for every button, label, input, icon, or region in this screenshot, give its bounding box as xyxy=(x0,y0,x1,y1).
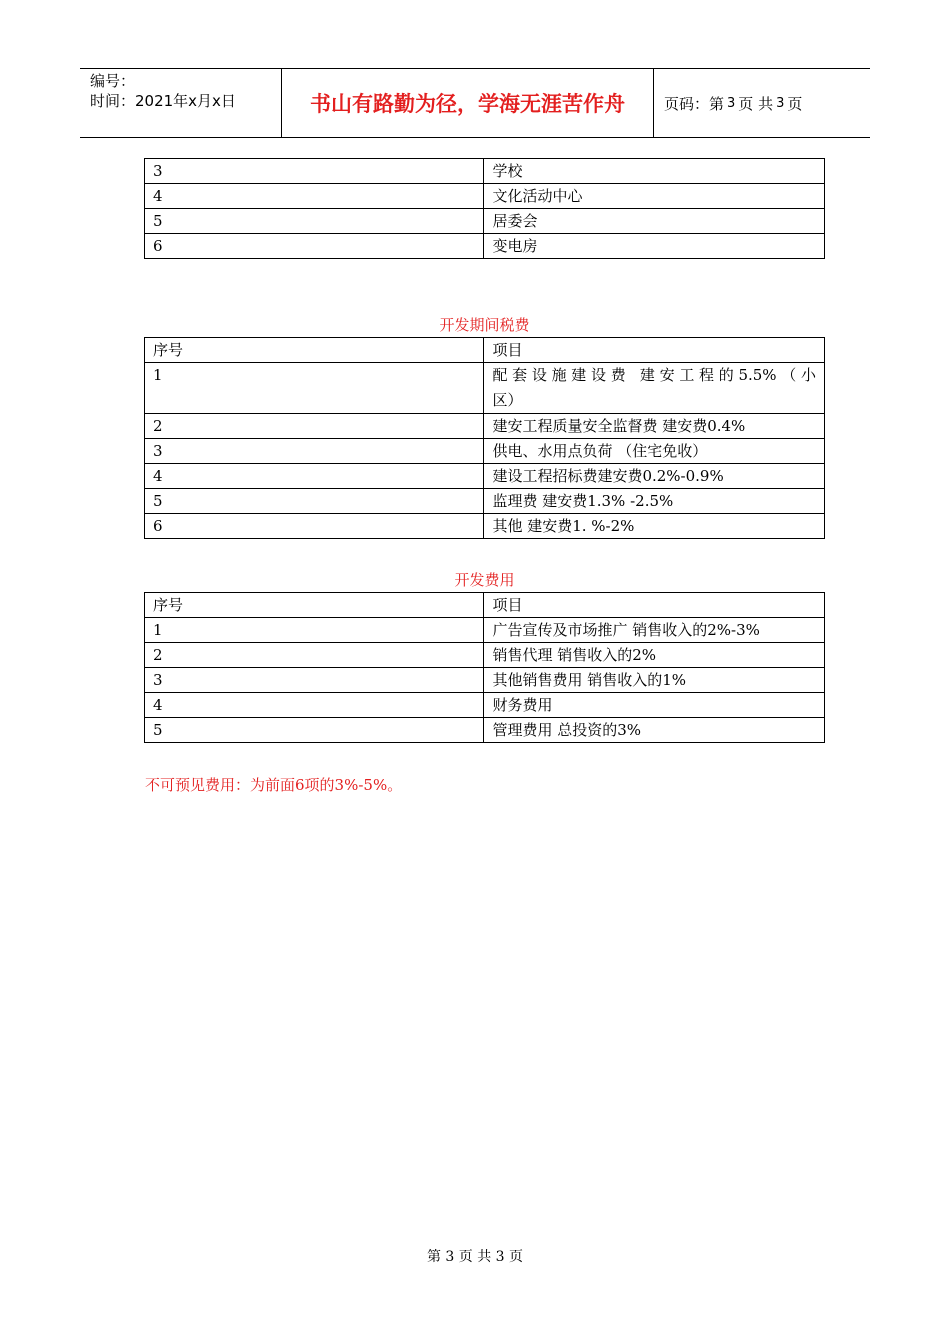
row-number: 4 xyxy=(145,184,484,209)
row-number: 2 xyxy=(145,643,484,668)
header-number: 序号 xyxy=(145,338,484,363)
row-number: 5 xyxy=(145,489,484,514)
time-label: 时间：2021年x月x日 xyxy=(90,92,236,110)
row-number: 1 xyxy=(145,618,484,643)
table-row xyxy=(145,668,825,693)
row-number: 5 xyxy=(145,209,484,234)
row-item: 供电、水用点负荷 （住宅免收） xyxy=(484,439,825,464)
table-row xyxy=(145,489,825,514)
table-row xyxy=(145,464,825,489)
row-number: 3 xyxy=(145,159,484,184)
row-number: 6 xyxy=(145,514,484,539)
row-number: 1 xyxy=(145,363,484,414)
dev-section-title: 开发费用 xyxy=(454,571,515,589)
table-row xyxy=(145,618,825,643)
row-item: 文化活动中心 xyxy=(484,184,825,209)
row-item: 监理费 建安费1.3% -2.5% xyxy=(484,489,825,514)
tax-section-title: 开发期间税费 xyxy=(439,316,530,334)
table-row xyxy=(145,184,825,209)
table-row xyxy=(145,718,825,743)
table-row xyxy=(145,414,825,439)
table-row xyxy=(145,439,825,464)
row-item: 管理费用 总投资的3% xyxy=(484,718,825,743)
page-mid: 页 共 xyxy=(738,94,774,113)
header-number: 序号 xyxy=(145,593,484,618)
facilities-table xyxy=(144,158,825,259)
table-header-row xyxy=(145,593,825,618)
row-item: 变电房 xyxy=(484,234,825,259)
dev-cost-table xyxy=(144,592,825,743)
table-row xyxy=(145,363,825,414)
header-item: 项目 xyxy=(484,338,825,363)
table-row xyxy=(145,209,825,234)
row-number: 5 xyxy=(145,718,484,743)
row-number: 6 xyxy=(145,234,484,259)
row-number: 4 xyxy=(145,464,484,489)
row-number: 2 xyxy=(145,414,484,439)
row-item: 财务费用 xyxy=(484,693,825,718)
page-prefix: 页码：第 xyxy=(664,94,725,113)
row-number: 3 xyxy=(145,439,484,464)
header-motto: 书山有路勤为径，学海无涯苦作舟 xyxy=(282,69,654,137)
row-item: 其他 建安费1. %-2% xyxy=(484,514,825,539)
row-item: 居委会 xyxy=(484,209,825,234)
tax-table xyxy=(144,337,825,539)
page-current: 3 xyxy=(727,95,736,111)
table-row xyxy=(145,693,825,718)
contingency-note: 不可预见费用：为前面6项的3%-5%。 xyxy=(145,776,403,794)
page-suffix: 页 xyxy=(787,94,803,113)
table-row xyxy=(145,159,825,184)
table-row xyxy=(145,643,825,668)
row-item: 建设工程招标费建安费0.2%-0.9% xyxy=(484,464,825,489)
table-row xyxy=(145,514,825,539)
row-item xyxy=(484,363,825,414)
page-header xyxy=(80,68,870,138)
header-item: 项目 xyxy=(484,593,825,618)
page-footer: 第 3 页 共 3 页 xyxy=(426,1249,524,1265)
row-item: 广告宣传及市场推广 销售收入的2%-3% xyxy=(484,618,825,643)
row-item: 其他销售费用 销售收入的1% xyxy=(484,668,825,693)
header-page-info xyxy=(654,69,870,137)
row-item-line: 区） xyxy=(492,391,523,409)
row-item: 学校 xyxy=(484,159,825,184)
page-total: 3 xyxy=(776,95,785,111)
row-item-line: 配套设施建设费 建安工程的5.5%（小 xyxy=(492,366,816,384)
row-item: 销售代理 销售收入的2% xyxy=(484,643,825,668)
header-meta xyxy=(80,69,282,137)
number-label: 编号： xyxy=(90,72,136,90)
table-row xyxy=(145,234,825,259)
row-number: 3 xyxy=(145,668,484,693)
row-item: 建安工程质量安全监督费 建安费0.4% xyxy=(484,414,825,439)
row-number: 4 xyxy=(145,693,484,718)
table-header-row xyxy=(145,338,825,363)
